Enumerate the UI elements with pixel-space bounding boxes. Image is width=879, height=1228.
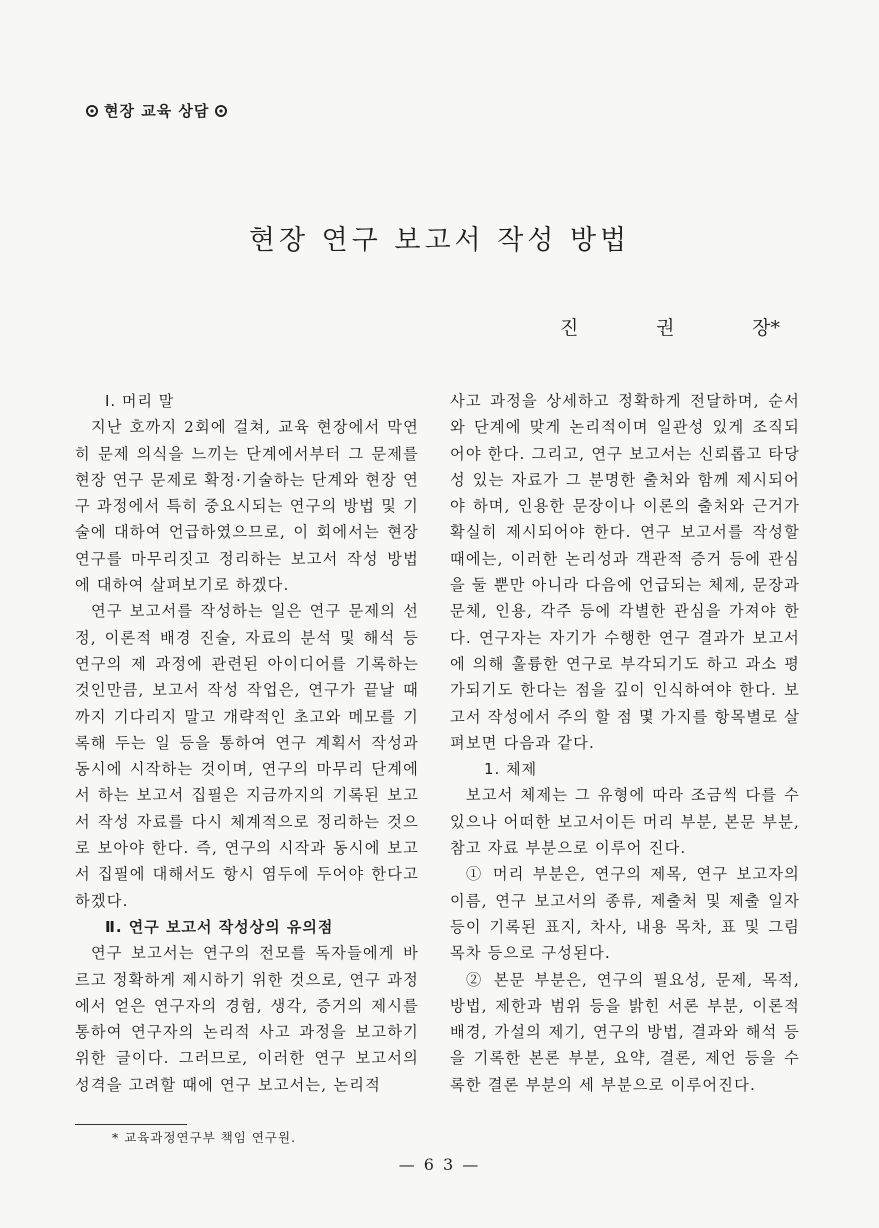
series-label: 현장 교육 상담 (104, 102, 210, 120)
footnote: * 교육과정연구부 책임 연구원. (112, 1130, 297, 1145)
circle-bullet-icon (86, 105, 98, 117)
right-column (450, 388, 800, 1098)
author-char: 장* (752, 317, 780, 339)
body-paragraph: 연구 보고서를 작성하는 일은 연구 문제의 선정, 이론적 배경 진술, 자료의 분석 및 해석 등 연구의 제 과정에 관련된 아이디어를 기록하는 것인만큼, 보고서 작성 작업은, 연구가 끝날 때까지 기다리지 말고 개략적인 초고와 메모를 기록해 두는 일 등을 통하여 연구 계획서 작성과 동시에 시작하는 것이며, 연구의 마무리 단계에서 하는 보고서 집필은 지금까지의 기록된 보고서 작성 자료를 다시 체계적으로 정리하는 것으로 보아야 한다. 즉, 연구의 시작과 동시에 보고서 집필에 대해서도 항시 염두에 두어야 한다고 하겠다. (75, 602, 419, 910)
section-heading: Ⅰ. 머리 말 (105, 392, 175, 410)
body-paragraph: 사고 과정을 상세하고 정확하게 전달하며, 순서와 단계에 맞게 논리적이며 일관성 있게 조직되어야 한다. 그리고, 연구 보고서는 신뢰롭고 타당성 있는 자료가 그 분명한 출처와 함께 제시되어야 하며, 인용한 문장이나 이론의 출처와 근거가 확실히 제시되어야 한다. 연구 보고서를 작성할 때에는, 이러한 논리성과 객관적 증거 등에 관심을 둘 뿐만 아니라 다음에 언급되는 체제, 문장과 문체, 인용, 각주 등에 각별한 관심을 가져야 한다. 연구자는 자기가 수행한 연구 결과가 보고서에 의해 훌륭한 연구로 부각되기도 하고 과소 평가되기도 한다는 점을 깊이 인식하여야 한다. 보고서 작성에서 주의 할 점 몇 가지를 항목별로 살펴보면 다음과 같다. (450, 392, 800, 752)
body-paragraph: ① 머리 부분은, 연구의 제목, 연구 보고자의 이름, 연구 보고서의 종류, 제출처 및 제출 일자 등이 기록된 표지, 차사, 내용 목차, 표 및 그림 목차 등으로 구성된다. (450, 865, 800, 963)
author-char: 권 (656, 317, 675, 339)
circle-bullet-icon (215, 105, 227, 117)
author-char: 진 (560, 317, 579, 339)
author-name (560, 313, 780, 340)
section-heading: Ⅱ. 연구 보고서 작성상의 유의점 (105, 917, 334, 936)
subsection-heading: 1. 체제 (484, 760, 538, 779)
series-header (86, 100, 227, 121)
body-paragraph: 지난 호까지 2회에 걸쳐, 교육 현장에서 막연히 문제 의식을 느끼는 단계에서부터 그 문제를 현장 연구 문제로 확정·기술하는 단계와 현장 연구 과정에서 특히 중요시되는 연구의 방법 및 기술에 대하여 언급하였으므로, 이 회에서는 현장 연구를 마무리짓고 정리하는 보고서 작성 방법에 대하여 살펴보기로 하겠다. (75, 418, 419, 595)
article-title: 현장 연구 보고서 작성 방법 (248, 225, 631, 257)
body-paragraph: 연구 보고서는 연구의 전모를 독자들에게 바르고 정확하게 제시하기 위한 것으로, 연구 과정에서 얻은 연구자의 경험, 생각, 증거의 제시를 통하여 연구자의 논리적 사고 과정을 보고하기 위한 글이다. 그러므로, 이러한 연구 보고서의 성격을 고려할 때에 연구 보고서는, 논리적 (75, 944, 419, 1094)
footnote-divider (75, 1124, 187, 1125)
body-paragraph: 보고서 체제는 그 유형에 따라 조금씩 다를 수 있으나 어떠한 보고서이든 머리 부분, 본문 부분, 참고 자료 부분으로 이루어 진다. (450, 786, 800, 858)
page-number: — 6 3 — (398, 1155, 481, 1174)
left-column (75, 388, 419, 1098)
body-paragraph: ② 본문 부분은, 연구의 필요성, 문제, 목적, 방법, 제한과 범위 등을 밝힌 서론 부분, 이론적 배경, 가설의 제기, 연구의 방법, 결과와 해석 등을 기록한 본론 부분, 요약, 결론, 제언 등을 수록한 결론 부분의 세 부분으로 이루어진다. (450, 970, 800, 1094)
